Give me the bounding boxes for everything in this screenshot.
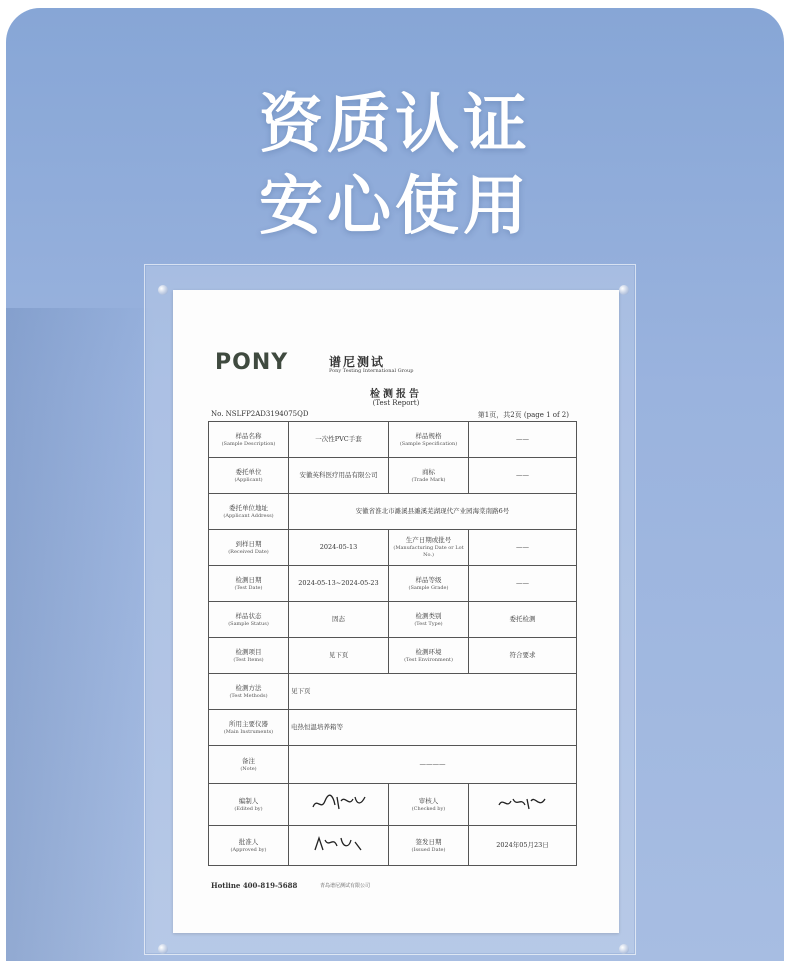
label-cell: 生产日期或批号 (Manufacturing Date or Lot No.) xyxy=(389,530,469,566)
table-row xyxy=(209,566,577,602)
report-title: 检测报告 xyxy=(370,389,422,400)
table-row xyxy=(209,674,577,710)
value-cell: 电热恒温培养箱等 xyxy=(289,710,577,746)
headline xyxy=(6,84,784,248)
logo-english-name: Pony Testing International Group xyxy=(329,368,414,374)
label-cell: 样品规格 (Sample Specification) xyxy=(389,422,469,458)
headline-line-1: 资质认证 xyxy=(259,88,531,162)
value-cell: 一次性PVC手套 xyxy=(289,422,389,458)
value-cell: 见下页 xyxy=(289,674,577,710)
value-cell: 2024-05-13 xyxy=(289,530,389,566)
label-cell: 批准人 (Approved by) xyxy=(209,826,289,866)
label-cell: 样品状态 (Sample Status) xyxy=(209,602,289,638)
label-cell: 所用主要仪器 (Main Instruments) xyxy=(209,710,289,746)
table-row xyxy=(209,638,577,674)
label-cell: 签发日期 (Issued Date) xyxy=(389,826,469,866)
value-cell: 安徽省淮北市濉溪县濉溪芜湖现代产业园海棠南路6号 xyxy=(289,494,577,530)
table-row xyxy=(209,422,577,458)
report-table xyxy=(208,421,577,866)
screw-icon xyxy=(619,944,629,954)
value-cell: 见下页 xyxy=(289,638,389,674)
value-cell: 2024-05-13~2024-05-23 xyxy=(289,566,389,602)
label-cell: 商标 (Trade Mark) xyxy=(389,458,469,494)
report-number: No. NSLFP2AD3194075QD xyxy=(211,410,309,418)
label-cell: 样品名称 (Sample Description) xyxy=(209,422,289,458)
label-cell: 审核人 (Checked by) xyxy=(389,784,469,826)
value-cell: —— xyxy=(469,458,577,494)
table-row xyxy=(209,826,577,866)
table-row xyxy=(209,710,577,746)
screw-icon xyxy=(619,285,629,295)
table-row xyxy=(209,784,577,826)
signature-editor xyxy=(309,791,369,815)
label-cell: 样品等级 (Sample Grade) xyxy=(389,566,469,602)
label-cell: 检测类别 (Test Type) xyxy=(389,602,469,638)
value-cell: —— xyxy=(469,530,577,566)
screw-icon xyxy=(158,285,168,295)
company-footer: 青岛谱尼测试有限公司 xyxy=(320,883,371,889)
logo-chinese-name: 谱尼测试 xyxy=(329,355,386,369)
table-row xyxy=(209,458,577,494)
label-cell: 检测方法 (Test Methods) xyxy=(209,674,289,710)
hotline-text: Hotline 400-819-5688 xyxy=(211,881,298,890)
table-row xyxy=(209,530,577,566)
signature-cell xyxy=(289,826,389,866)
label-cell: 检测项目 (Test Items) xyxy=(209,638,289,674)
label-cell: 编制人 (Edited by) xyxy=(209,784,289,826)
report-subtitle: (Test Report) xyxy=(372,399,420,407)
value-cell: ———— xyxy=(289,746,577,784)
signature-cell xyxy=(289,784,389,826)
label-cell: 检测环境 (Test Environment) xyxy=(389,638,469,674)
wall-shadow xyxy=(6,308,156,961)
test-report-document xyxy=(173,290,619,933)
screw-icon xyxy=(158,944,168,954)
value-cell: —— xyxy=(469,422,577,458)
label-cell: 委托单位 (Applicant) xyxy=(209,458,289,494)
label-cell: 委托单位地址 (Applicant Address) xyxy=(209,494,289,530)
signature-cell xyxy=(469,784,577,826)
label-cell: 备注 (Note) xyxy=(209,746,289,784)
page-info: 第1页，共2页 (page 1 of 2) xyxy=(477,411,569,419)
label-cell: 到样日期 (Received Date) xyxy=(209,530,289,566)
value-cell: 委托检测 xyxy=(469,602,577,638)
value-cell: —— xyxy=(469,566,577,602)
table-row xyxy=(209,602,577,638)
table-row xyxy=(209,494,577,530)
table-row xyxy=(209,746,577,784)
value-cell: 2024年05月23日 xyxy=(469,826,577,866)
signature-checker xyxy=(493,791,553,815)
headline-line-2: 安心使用 xyxy=(259,170,531,244)
value-cell: 安徽英科医疗用品有限公司 xyxy=(289,458,389,494)
pony-logo: PONY xyxy=(215,350,289,375)
signature-approver xyxy=(309,832,369,856)
label-cell: 检测日期 (Test Date) xyxy=(209,566,289,602)
seam-stamp xyxy=(589,610,599,690)
value-cell: 符合要求 xyxy=(469,638,577,674)
value-cell: 固态 xyxy=(289,602,389,638)
